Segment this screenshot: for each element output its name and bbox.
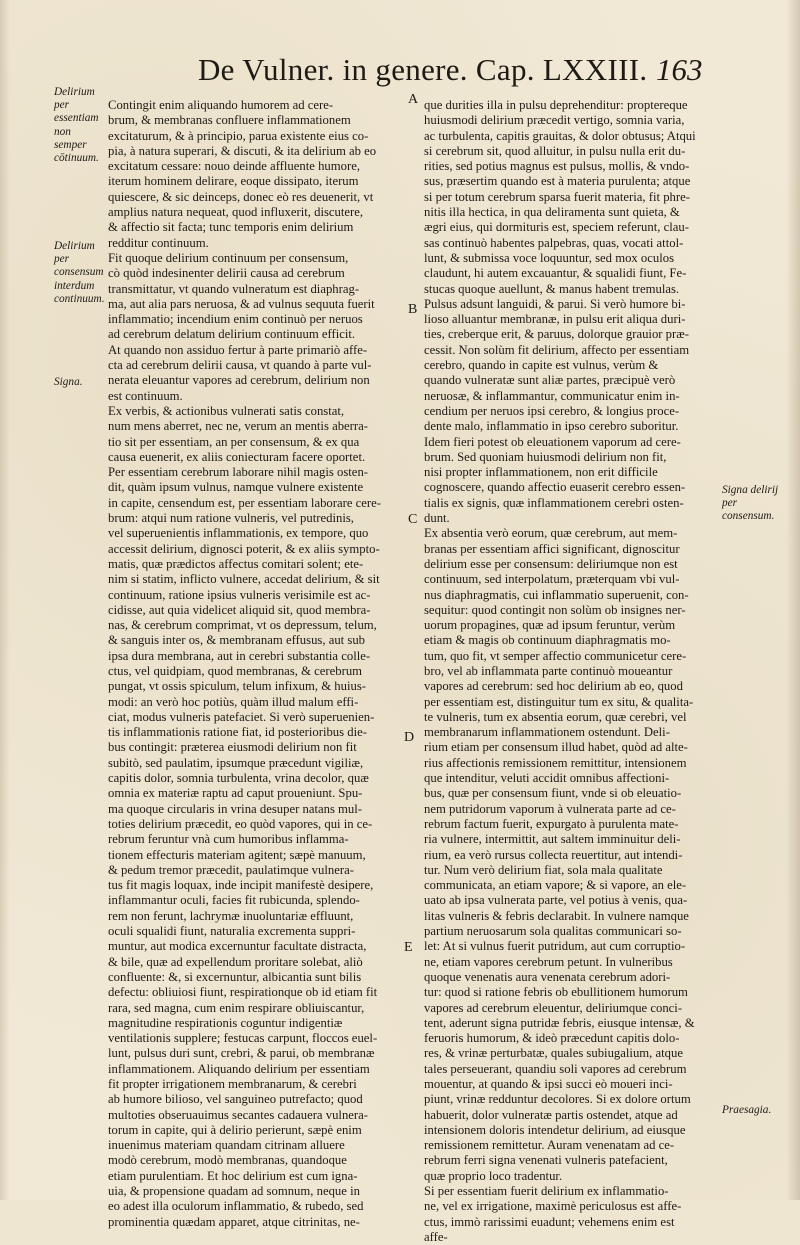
section-letter-b: B — [408, 302, 418, 317]
text-line: ne, etiam vapores cerebrum petunt. In vulneribus — [424, 954, 673, 969]
text-line: cessit. Non solùm fit delirium, affecto per essentiam — [424, 342, 690, 357]
text-line: delirium esse per consensum: deliriumque non est — [424, 556, 678, 571]
text-line: membranarum inflammationem ostendunt. Deli- — [424, 725, 670, 740]
text-line: mouentur, at quando & ipsi succi eò moueri inci- — [424, 1077, 673, 1091]
text-line: ipsa dura membrana, aut in cerebri substantia colle- — [108, 648, 371, 663]
text-line: ab humore bilioso, vel sanguineo putrefacto; quod — [108, 1092, 363, 1107]
text-line: Per essentiam cerebrum laborare nihil magis osten- — [108, 465, 369, 480]
text-line: lunt, & submissa voce loquuntur, sed mox oculos — [424, 250, 675, 265]
text-line: si cerebrum sit, quod alluitur, in pulsu nulla erit du- — [424, 143, 686, 158]
text-line: cidisse, aut quia videlicet aliquid sit, quod membra- — [108, 602, 371, 617]
text-line: & pedum tremor præcedit, paulatimque vulnera- — [108, 862, 354, 877]
text-line: inuenimus materiam quandam citrinam alluere — [108, 1138, 345, 1153]
text-line: muntur, aut modica excernuntur facultate distracta, — [108, 939, 367, 954]
text-line: ventilationis supplere; festucas carpunt, floccos euel- — [108, 1031, 378, 1046]
text-line: ad cerebrum delatum delirium continuum efficit. — [108, 327, 356, 342]
text-line: rem non ferunt, lachrymæ inuoluntariæ effluunt, — [108, 908, 354, 923]
left-text-column — [108, 98, 408, 1230]
margin-note-right-2: Praesagia. — [722, 1104, 772, 1116]
text-line: dit, quàm ipsum vulnus, namque vulnere existente — [108, 480, 364, 495]
text-line: claudunt, hi autem excauantur, & squalidi fiunt, Fe- — [424, 266, 687, 281]
text-line: matis, quæ prædictos affectus comitari solent; ete- — [108, 556, 364, 571]
page-number: 163 — [656, 52, 703, 87]
text-line: vapores ad cerebrum eleuentur, deliriumque conci- — [424, 1000, 683, 1015]
text-line: branas per essentiam affici significant, dignoscitur — [424, 541, 680, 556]
text-line: affe- — [424, 1229, 448, 1244]
text-line: continuum, sed interpolatum, præterquam vbi vul- — [424, 572, 680, 587]
text-line: cò quòd indesinenter delirii causa ad cerebrum — [108, 266, 345, 281]
text-line: oculi squalidi fiunt, naturalia excrementa suppri- — [108, 924, 356, 939]
text-line: sas continuò habentes palpebras, quas, vocati attol- — [424, 235, 684, 250]
running-header — [198, 52, 703, 92]
text-line: brum, & membranas confluere inflammationem — [108, 113, 351, 128]
text-line: quando vulneratæ sunt aliæ partes, præcipuè verò — [424, 373, 676, 388]
text-line: si per totum cerebrum sparsa fuerit materia, fit phre- — [424, 189, 690, 204]
text-line: ria vulnere, intermittit, aut saltem imminuitur deli- — [424, 832, 681, 847]
text-line: prominentia quædam apparet, atque citrinitas, ne- — [108, 1214, 360, 1229]
text-line: neruosæ, & inflammantur, communicatur enim in- — [424, 388, 680, 403]
text-line: tent, aderunt signa putridæ febris, eiusque intensæ, & — [424, 1015, 695, 1030]
text-line: accessit delirium, dignosci poterit, & ex aliis sympto- — [108, 541, 380, 556]
text-line: ties, creberque erit, & paruus, dolorque grauior præ- — [424, 327, 689, 342]
text-line: quiescere, & sic deinceps, donec eò res deuenerit, vt — [108, 189, 374, 204]
text-line: Ex absentia verò eorum, quæ cerebrum, aut mem- — [424, 526, 678, 541]
text-line: quoque venenatis aura venenata cerebrum adori- — [424, 969, 671, 984]
text-line: & affectio sit facta; tunc temporis enim delirium — [108, 220, 354, 235]
text-line: ma, aut alia pars neruosa, & ad vulnus sequuta fuerit — [108, 296, 375, 311]
text-line: rium etiam per consensum illud habet, quòd ad alte- — [424, 740, 688, 755]
text-line: tales perseuerant, quandiu soli vapores ad cerebrum — [424, 1061, 687, 1076]
text-line: que durities illa in pulsu deprehenditur: proptereque — [424, 98, 688, 112]
text-line: inflammatio; incendium enim continuò per neruos — [108, 312, 363, 327]
text-line: ctus, immò rarissimi euadunt; vehemens enim est — [424, 1214, 675, 1229]
page-edge-shadow-left — [0, 0, 10, 1200]
text-line: est continuum. — [108, 388, 183, 403]
text-line: dunt. — [424, 511, 450, 526]
text-line: habuerit, dolor vulneratæ partis ostendet, atque ad — [424, 1107, 678, 1122]
text-line: bus contingit: præterea eiusmodi delirium non fit — [108, 740, 357, 755]
text-line: nus diaphragmatis, cui inflammatio superuenit, con- — [424, 587, 689, 602]
text-line: litas vulneris & febris declarabit. In vulnere namque — [424, 908, 689, 923]
header-title: De Vulner. in genere. Cap. LXXIII. — [198, 52, 648, 87]
text-line: magnitudine respirationis coguntur indigentiæ — [108, 1015, 343, 1030]
text-line: dente malo, inflammatio in ipso cerebro suboritur. — [424, 419, 679, 434]
text-line: inflammantur oculi, facies fit rubicunda, splendo- — [108, 893, 360, 908]
text-line: uato ab ipsa vulnerata parte, vel potius à venis, qua- — [424, 893, 688, 908]
text-line: communicata, an etiam vapore; & si vapore, an ele- — [424, 878, 687, 893]
text-line: continuum, ratione ipsius vulneris verisimile est ac- — [108, 587, 371, 602]
text-line: per essentiam est, distinguitur tum ex situ, & qualita- — [424, 694, 694, 709]
text-line: huiusmodi delirium præcedit vertigo, somnia varia, — [424, 113, 685, 128]
section-letter-e: E — [404, 940, 413, 955]
text-line: ctus, vel quidpiam, quod membranas, & cerebrum — [108, 663, 363, 678]
text-line: bus, quæ per consensum fiunt, vnde si ob eleuatio- — [424, 786, 682, 801]
text-line: defectu: obliuiosi fiunt, respirationque ob id etiam fit — [108, 985, 378, 1000]
text-line: Pulsus adsunt languidi, & parui. Si verò humore bi- — [424, 296, 686, 311]
text-line: remissionem remittetur. Auram venenatam ad ce- — [424, 1138, 675, 1153]
text-line: ciat, modus vulneris patefaciet. Si verò superuenien- — [108, 709, 375, 724]
text-line: transmittatur, vt quando vulneratum est diaphrag- — [108, 281, 360, 296]
text-line: Ex verbis, & actionibus vulnerati satis constat, — [108, 403, 345, 418]
page-edge-shadow-right — [786, 0, 800, 1200]
text-line: sequitur: quod contingit non solùm ob insignes ner- — [424, 602, 686, 617]
text-line: nim si statim, inflicto vulnere, accedat delirium, & sit — [108, 572, 380, 587]
text-line: uorum propagines, quæ ad ipsum feruntur, verùm — [424, 618, 676, 633]
text-line: toties delirium præcedit, eo quòd vapores, qui in ce- — [108, 816, 373, 831]
text-line: modò cerebrum, modò membranas, quandoque — [108, 1153, 347, 1168]
margin-note-right-1: Signa delirij per consensum. — [722, 484, 779, 523]
text-line: Fit quoque delirium continuum per consensum, — [108, 250, 349, 265]
text-line: quæ proprio loco tradentur. — [424, 1168, 563, 1183]
text-line: bro, vel ab inflammata parte continuò moueantur — [424, 663, 673, 678]
text-line: brum. Sed quoniam huiusmodi delirium non fit, — [424, 449, 667, 464]
margin-note-left-3: Signa. — [54, 376, 83, 388]
text-line: cta ad cerebrum delirii causa, vt quando à parte vul- — [108, 358, 372, 373]
text-line: ne, vel ex irrigatione, maximè periculosus est affe- — [424, 1199, 682, 1214]
text-line: rara, sed magna, cum enim respirare obliuiscantur, — [108, 1000, 365, 1015]
text-line: ægri eius, qui dormituris est, speciem referunt, clau- — [424, 220, 689, 235]
text-line: rities, sed potius magnus est pulsus, mollis, & vndo- — [424, 159, 690, 174]
text-line: ac turbulenta, capitis grauitas, & dolor obtusus; Atqui — [424, 128, 696, 143]
text-line: nerata eleuantur vapores ad cerebrum, delirium non — [108, 373, 370, 388]
text-line: rium, ea verò rursus collecta reuertitur, aut intendi- — [424, 847, 683, 862]
text-line: Idem fieri potest ob eleuationem vaporum ad cere- — [424, 434, 681, 449]
text-line: cognoscere, quando affectio euaserit cerebro essen- — [424, 480, 686, 495]
text-line: fit propter irrigationem membranarum, & cerebri — [108, 1077, 357, 1091]
text-line: capitis dolor, somnia turbulenta, vrina decolor, quæ — [108, 771, 369, 786]
margin-note-left-2: Delirium per consensum interdum continuum. — [54, 240, 105, 305]
text-line: partium neruosarum sola qualitas communicari so- — [424, 924, 682, 939]
text-line: pia, à natura superari, & discuti, & ita delirium ab eo — [108, 143, 377, 158]
text-line: etiam purulentiam. Et hoc delirium est cum igna- — [108, 1168, 358, 1183]
text-line: vel superuenientis inflammationis, ex tempore, quo — [108, 526, 369, 541]
text-line: iterum hominem delirare, eoque dissipato, iterum — [108, 174, 359, 189]
text-line: tur: quod si ratione febris ob ebullitionem humorum — [424, 985, 688, 1000]
text-line: nas, & cerebrum comprimat, vt os depressum, telum, — [108, 618, 377, 633]
text-line: stucas quoque auellunt, & manus habent tremulas. — [424, 281, 680, 296]
right-text-column — [424, 98, 716, 1245]
text-line: ma quoque circularis in vrina desuper natans mul- — [108, 801, 363, 816]
text-line: piunt, vrinæ redduntur decolores. Si ex dolore ortum — [424, 1092, 691, 1107]
text-line: excitaturum, & à principio, parua existente eius co- — [108, 128, 369, 143]
text-line: que intenditur, veluti accidit omnibus affectioni- — [424, 771, 670, 786]
text-line: tis inflammationis ratione fiat, id posterioribus die- — [108, 725, 367, 740]
text-line: tus fit magis loquax, inde incipit manifestè desipere, — [108, 878, 374, 893]
text-line: feruoris humorum, & ideò præcedunt capitis dolo- — [424, 1031, 680, 1046]
text-line: multoties obseruauimus secantes cadauera vulnera- — [108, 1107, 368, 1122]
text-line: modi: an verò hoc potiùs, quàm illud malum effi- — [108, 694, 359, 709]
text-line: vapores ad cerebrum: sed hoc delirium ab eo, quod — [424, 679, 683, 694]
text-line: redditur continuum. — [108, 235, 209, 250]
text-line: & sanguis inter os, & membranam effusus, aut sub — [108, 633, 366, 648]
text-line: excitatum cessare: nouo deinde affluente humore, — [108, 159, 361, 174]
text-line: torum in capite, qui à delirio perierunt, sæpè enim — [108, 1122, 362, 1137]
text-line: lunt, pulsus duri sunt, crebri, & parui, ob membranæ — [108, 1046, 375, 1061]
text-line: let: At si vulnus fuerit putridum, aut cum corruptio- — [424, 939, 686, 954]
text-line: pungat, vt ossis spiculum, telum infixum, & huius- — [108, 679, 366, 694]
section-letter-c: C — [408, 512, 418, 527]
text-line: Contingit enim aliquando humorem ad cere- — [108, 98, 334, 112]
text-line: At quando non assiduo fertur à parte primariò affe- — [108, 342, 368, 357]
text-line: lioso alluantur membranæ, in pulsu erit aliqua duri- — [424, 312, 686, 327]
text-line: & bile, quæ ad expellendum proritare solebat, aliò — [108, 954, 363, 969]
section-letter-a: A — [408, 92, 419, 107]
text-line: eo adest illa oculorum inflammatio, & rubedo, sed — [108, 1199, 364, 1214]
text-line: tum, quo fit, vt semper affectio communicetur cere- — [424, 648, 687, 663]
text-line: amplius natura nequeat, quod influxerit, discutere, — [108, 205, 364, 220]
text-line: uia, & propensione quadam ad somnum, neque in — [108, 1184, 360, 1199]
text-line: etiam & magis ob continuum diaphragmatis mo- — [424, 633, 671, 648]
text-line: omnia ex materiæ raptu ad caput proueniunt. Spu- — [108, 786, 363, 801]
text-line: tialis ex signis, quæ inflammationem cerebri osten- — [424, 495, 684, 510]
text-line: intensionem doloris intendetur delirium, ad eiusque — [424, 1122, 686, 1137]
text-line: cerebro, quando in capite est vulnus, verùm & — [424, 358, 659, 373]
text-line: brum: atqui num ratione vulneris, vel putredinis, — [108, 511, 354, 526]
text-line: nitis illa hectica, in qua deliramenta sunt quieta, & — [424, 205, 680, 220]
text-line: causa euenerit, ex aliis coniecturam facere oportet. — [108, 449, 366, 464]
text-line: te vulneris, tum ex absentia eorum, quæ cerebri, vel — [424, 709, 687, 724]
text-line: tio sit per essentiam, an per consensum, & ex qua — [108, 434, 360, 449]
text-line: confluente: &, si excernuntur, albicantia sunt bilis — [108, 969, 362, 984]
text-line: subitò, sed paulatim, ipsumque præcedunt vigiliæ, — [108, 755, 364, 770]
text-line: res, & vrinæ perturbatæ, quales subiugalium, atque — [424, 1046, 683, 1061]
text-line: sus, præsertim quando est à materia purulenta; atque — [424, 174, 691, 189]
margin-note-left-1: Delirium per essentiam non semper cōtinuum. — [54, 86, 99, 165]
text-line: rebrum ferri signa venenati vulneris patefacient, — [424, 1153, 668, 1168]
text-line: cendium per neruos ipsi cerebro, & longius proce- — [424, 403, 680, 418]
text-line: nisi propter inflammationem, non erit difficile — [424, 465, 658, 480]
text-line: tur. Num verò delirium fiat, sola mala qualitate — [424, 862, 663, 877]
text-line: rius affectionis remissionem remittitur, intensionem — [424, 755, 687, 770]
text-line: nem putridorum vaporum à vulnerata parte ad ce- — [424, 801, 676, 816]
text-line: tionem effecturis materiam agitent; sæpè manuum, — [108, 847, 366, 862]
text-line: rebrum feruntur vnà cum humoribus inflamma- — [108, 832, 349, 847]
text-line: num mens aberret, nec ne, verum an mentis aberra- — [108, 419, 368, 434]
section-letter-d: D — [404, 730, 415, 745]
text-line: inflammationem. Aliquando delirium per essentiam — [108, 1061, 370, 1076]
text-line: in capite, censendum est, per essentiam laborare cere- — [108, 495, 382, 510]
text-line: rebrum factum fuerit, expurgato à purulenta mate- — [424, 816, 679, 831]
text-line: Si per essentiam fuerit delirium ex inflammatio- — [424, 1184, 669, 1199]
